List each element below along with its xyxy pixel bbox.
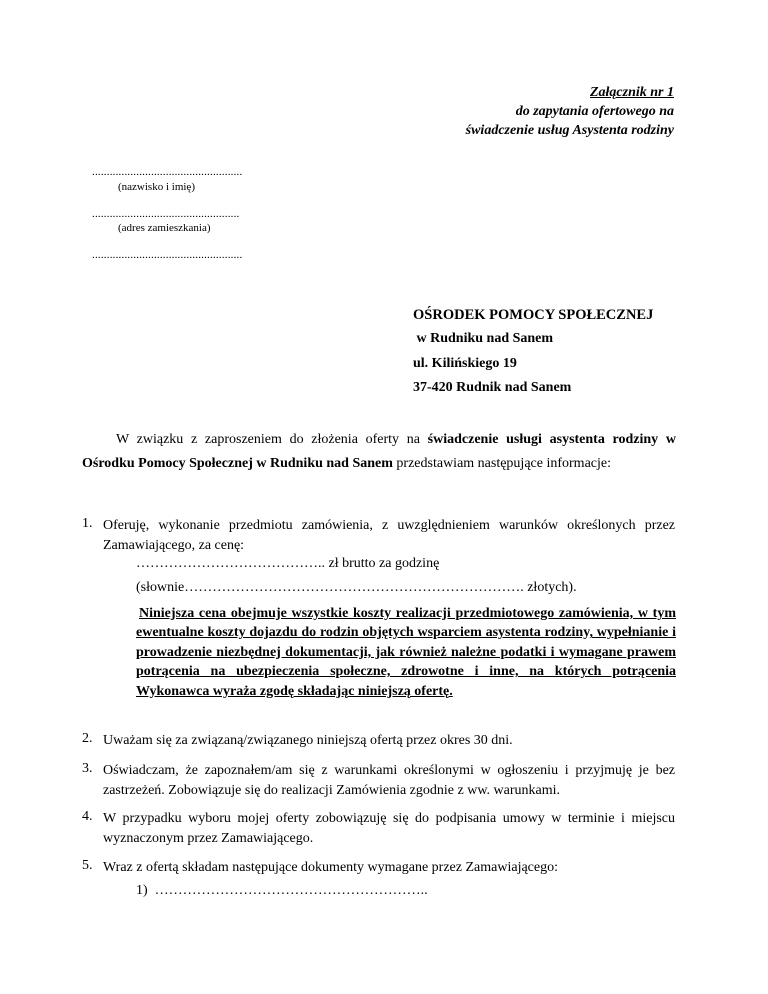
recipient-location: w Rudniku nad Sanem: [413, 331, 554, 346]
document-list-item-1: 1) …………………………………………………..: [136, 883, 428, 898]
item-5-text: Wraz z ofertą składam następujące dokumenty wymagane przez Zamawiającego:: [103, 860, 558, 875]
intro-service-name: świadczenie usługi asystenta rodziny w Ośrodku Pomocy Społecznej w Rudniku nad Sanem: [82, 432, 676, 471]
recipient-street: ul. Kilińskiego 19: [413, 356, 517, 371]
name-caption: (nazwisko i imię): [118, 181, 195, 193]
address-caption: (adres zamieszkania): [118, 222, 211, 234]
price-note: Niniejsza cena obejmuje wszystkie koszty realizacji przedmiotowego zamówienia, w tym ewentualne koszty dojazdu do rodzin objętych wsparciem asystenta rodziny, wypełnianie i prowadzenie niezbędnej dokumentacji, jak również należne podatki i wymagane prawem potrącenia na ubezpieczenia społeczne, zdrowotne i inne, na których potrącenia Wykonawca wyraża zgodę składając niniejszą ofertę.: [136, 606, 676, 699]
item-4-number: 4.: [82, 809, 93, 824]
address-fill-line-2: ...................................................: [92, 249, 243, 261]
address-fill-line: ..................................................: [92, 208, 240, 220]
item-2-text: Uważam się za związaną/związanego niniejszą ofertą przez okres 30 dni.: [103, 733, 513, 748]
price-fill-line: ………………………………….. zł brutto za godzinę: [136, 556, 440, 571]
annex-subtitle-line1: do zapytania ofertowego na: [515, 104, 674, 119]
item-3-number: 3.: [82, 761, 93, 776]
annex-title: Załącznik nr 1: [589, 85, 674, 100]
item-3-text: Oświadczam, że zapoznałem/am się z warunkami określonymi w ogłoszeniu i przyjmuję je bez zastrzeżeń. Zobowiązuje się do realizacji Zamówienia zgodnie z ww. warunkami.: [103, 763, 675, 798]
annex-header: [466, 83, 674, 140]
item-5-number: 5.: [82, 858, 93, 873]
item-1-text: Oferuję, wykonanie przedmiotu zamówienia, z uwzględnieniem warunków określonych przez Zamawiającego, za cenę:: [103, 518, 675, 553]
intro-paragraph: W związku z zaproszeniem do złożenia oferty na świadczenie usługi asystenta rodziny w Ośrodku Pomocy Społecznej w Rudniku nad Sanem przedstawiam następujące informacje:: [82, 432, 676, 471]
item-1-number: 1.: [82, 516, 93, 531]
item-2-number: 2.: [82, 731, 93, 746]
item-4-text: W przypadku wyboru mojej oferty zobowiązuję się do podpisania umowy w terminie i miejscu wyznaczonym przez Zamawiającego.: [103, 811, 675, 846]
price-in-words-line: (słownie………………………………………………………………. złotych).: [136, 580, 577, 595]
recipient-name: OŚRODEK POMOCY SPOŁECZNEJ: [413, 307, 654, 323]
annex-subtitle-line2: świadczenie usług Asystenta rodziny: [465, 123, 674, 138]
recipient-city: 37-420 Rudnik nad Sanem: [413, 380, 572, 395]
name-fill-line: ...................................................: [92, 166, 243, 178]
